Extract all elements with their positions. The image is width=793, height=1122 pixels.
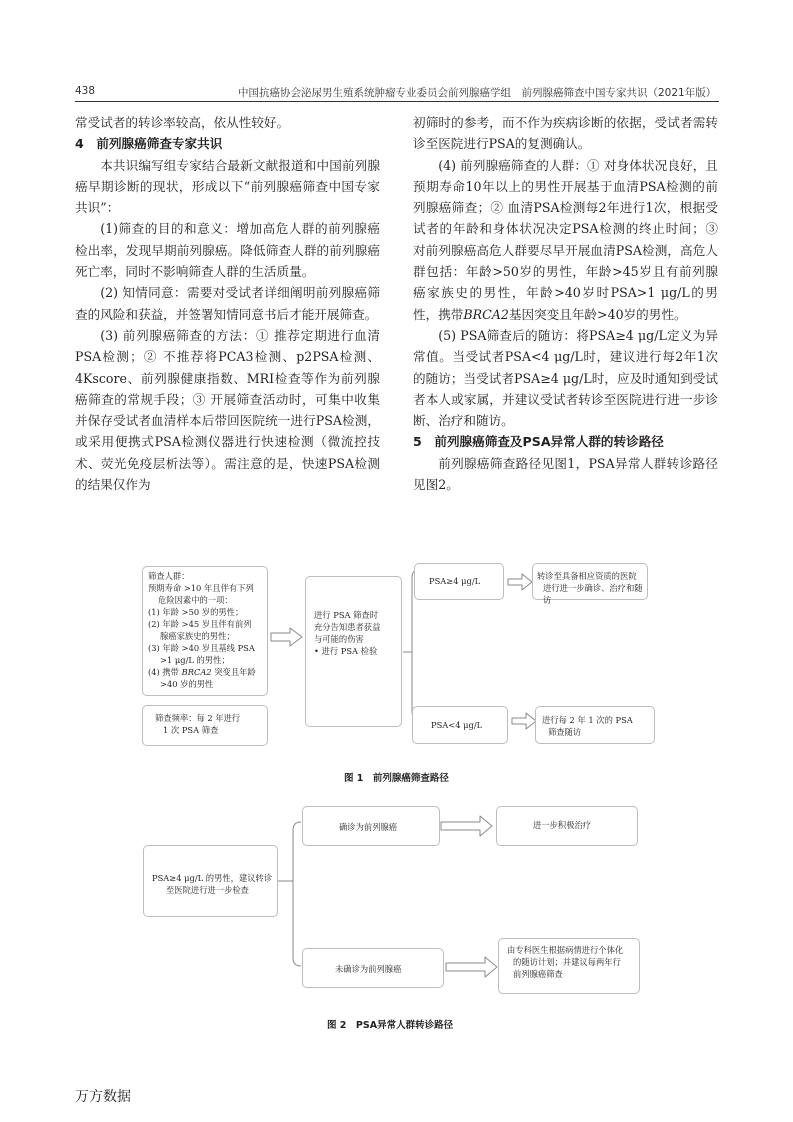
arrow-icon <box>271 628 302 646</box>
paragraph: 本共识编写组专家结合最新文献报道和中国前列腺癌早期诊断的现状，形成以下“前列腺癌筛查中国专家共识”： <box>75 157 380 216</box>
referral-start-box: PSA≥4 μg/L 的男性，建议转诊 至医院进行进一步检查 <box>143 845 278 917</box>
source-watermark: 万方数据 <box>75 1089 131 1105</box>
arrow-icon <box>512 713 536 729</box>
paragraph: 前列腺癌筛查路径见图1，PSA异常人群转诊路径见图2。 <box>413 455 718 493</box>
paragraph: (2) 知情同意：需要对受试者详细阐明前列腺癌筛查的风险和获益，并签署知情同意书后才能开展筛查。 <box>75 285 380 322</box>
paragraph: (5) PSA筛查后的随访：将PSA≥4 μg/L定义为异常值。当受试者PSA<4 μg/L时，建议进行每2年1次的随访；当受试者PSA≥4 μg/L时，应及时通知到受试者本人或家属，并建议受试者转诊至医院进行进一步诊断、治疗和随访。 <box>413 327 718 429</box>
figure-2-caption: 图 2 PSA异常人群转诊路径 <box>327 1020 454 1031</box>
paragraph: (3) 前列腺癌筛查的方法：① 推荐定期进行血清PSA检测；② 不推荐将PCA3检测、p2PSA检测、4Kscore、前列腺健康指数、MRI检查等作为前列腺癌筛查的常规手段；③ 开展筛查活动时，可集中收集并保存受试者血清样本后带回医院统一进行PSA检测，或采用便携式PSA检测仪器进行快速检测（微流控技术、荧光免疫层析法等）。需注意的是，快速PSA检测的结果仅作为 <box>75 327 380 493</box>
figure-1-caption: 图 1 前列腺癌筛查路径 <box>344 773 449 784</box>
paragraph: 常受试者的转诊率较高，依从性较好。 <box>75 115 290 130</box>
not-confirmed-box: 未确诊为前列腺癌 <box>302 948 444 988</box>
section-heading-4: 4 前列腺癌筛查专家共识 <box>75 136 223 152</box>
arrow-icon <box>508 574 532 590</box>
section-heading-5: 5 前列腺癌筛查及PSA异常人群的转诊路径 <box>413 434 664 450</box>
running-title: 中国抗癌协会泌尿男生殖系统肿瘤专业委员会前列腺癌学组 前列腺癌筛查中国专家共识（2021年版） <box>238 87 717 99</box>
screening-population-box: 筛查人群： 预期寿命 >10 年且伴有下列 危险因素中的一项： (1) 年龄 >50 岁的男性； (2) 年龄 >45 岁且伴有前列 腺癌家族史的男性； (3) 年龄 >40 岁且基线 PSA >1 μg/L 的男性； (4) 携带 BRCA2 突变且年龄 >40 岁的男性 <box>142 566 268 696</box>
individualized-followup-box: 由专科医生根据病情进行个体化 的随访计划；并建议每两年行 前列腺癌筛查 <box>498 938 640 994</box>
arrow-icon <box>441 816 492 836</box>
paragraph: (4) 前列腺癌筛查的人群：① 对身体状况良好，且预期寿命10年以上的男性开展基于血清PSA检测的前列腺癌筛查；② 血清PSA检测每2年进行1次，根据受试者的年龄和身体状况决定PSA检测的终止时间；③ 对前列腺癌高危人群要尽早开展血清PSA检测，高危人群包括：年龄>50岁的男性，年龄>45岁且有前列腺癌家族史的男性，年龄>40岁时PSA>1 μg/L的男性，携带BRCA2基因突变且年龄>40岁的男性。 <box>413 157 718 322</box>
screening-frequency-box: 筛查频率：每 2 年进行 1 次 PSA 筛查 <box>142 705 268 746</box>
active-treatment-box: 进一步积极治疗 <box>496 806 638 846</box>
refer-hospital-box: 转诊至具备相应资质的医院 进行进一步确诊、治疗和随访 <box>532 563 648 600</box>
page-number: 438 <box>75 85 96 97</box>
confirmed-cancer-box: 确诊为前列腺癌 <box>302 806 440 846</box>
biennial-followup-box: 进行每 2 年 1 次的 PSA 筛查随访 <box>535 706 655 744</box>
psa-screening-procedure-box: 进行 PSA 筛查时 充分告知患者获益 与可能的伤害 • 进行 PSA 检验 <box>305 576 402 727</box>
gene-name: BRCA2 <box>463 306 509 322</box>
bracket-connector <box>293 822 301 966</box>
psa-low-box: PSA<4 μg/L <box>412 706 508 744</box>
arrow-icon <box>446 957 497 977</box>
psa-high-box: PSA≥4 μg/L <box>414 563 504 600</box>
paragraph: 初筛时的参考，而不作为疾病诊断的依据，受试者需转诊至医院进行PSA的复测确认。 <box>413 115 718 152</box>
paragraph: (1)筛查的目的和意义：增加高危人群的前列腺癌检出率，发现早期前列腺癌。降低筛查人群的前列腺癌死亡率，同时不影响筛查人群的生活质量。 <box>75 221 380 280</box>
